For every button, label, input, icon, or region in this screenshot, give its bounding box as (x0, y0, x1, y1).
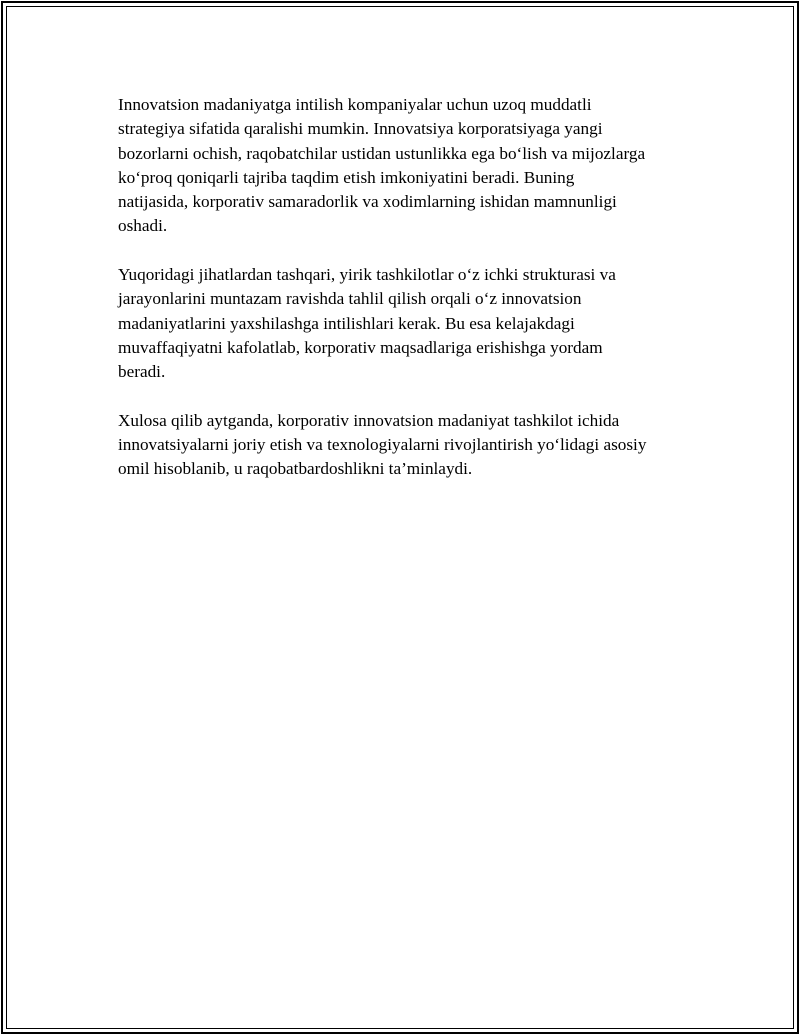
paragraph-1: Innovatsion madaniyatga intilish kompaniyalar uchun uzoq muddatli strategiya sifatida qaralishi mumkin. Innovatsiya korporatsiyaga yangi bozorlarni ochish, raqobatchilar ustidan ustunlikka ega bo‘lish va mijozlarga ko‘proq qoniqarli tajriba taqdim etish imkoniyatini beradi. Buning natijasida, korporativ samaradorlik va xodimlarning ishidan mamnunligi oshadi. (118, 95, 646, 236)
document-body (118, 93, 698, 506)
paragraph-3: Xulosa qilib aytganda, korporativ innovatsion madaniyat tashkilot ichida innovatsiyalarni joriy etish va texnologiyalarni rivojlantirish yo‘lidagi asosiy omil hisoblanib, u raqobatbardoshlikni ta’minlaydi. (118, 410, 647, 479)
paragraph-2: Yuqoridagi jihatlardan tashqari, yirik tashkilotlar o‘z ichki strukturasi va jarayonlarini muntazam ravishda tahlil qilish orqali o‘z innovatsion madaniyatlarini yaxshilashga intilishlari kerak. Bu esa kelajakdagi muvaffaqiyatni kafolatlab, korporativ maqsadlariga erishishga yordam beradi. (118, 265, 616, 382)
